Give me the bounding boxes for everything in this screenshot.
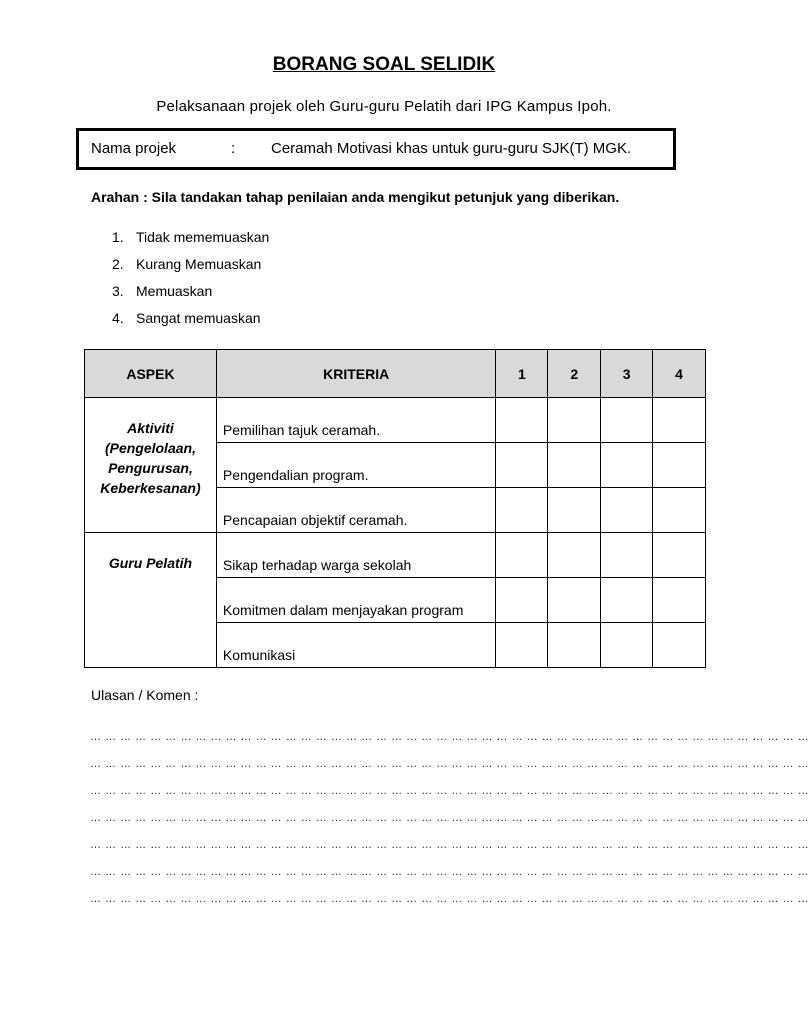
project-name-box xyxy=(76,128,676,170)
rating-cell[interactable] xyxy=(548,623,601,668)
rating-scale-list xyxy=(112,227,269,335)
rating-cell[interactable] xyxy=(548,533,601,578)
scale-item: 1. Tidak mememuaskan xyxy=(112,229,270,245)
rating-cell[interactable] xyxy=(653,443,706,488)
rating-cell[interactable] xyxy=(601,398,653,443)
rating-cell[interactable] xyxy=(496,443,548,488)
header-kriteria: KRITERIA xyxy=(216,350,496,398)
criteria-cell: Sikap terhadap warga sekolah xyxy=(216,533,496,578)
header-rating-1: 1 xyxy=(496,350,548,398)
header-rating-3: 3 xyxy=(601,350,653,398)
rating-cell[interactable] xyxy=(496,533,548,578)
rating-cell[interactable] xyxy=(496,488,548,533)
comment-line[interactable]: … … … … … … … … … … … … … … … … … … … … … … … … … … … … … … … … … … … … … … … … … … … … … … … … xyxy=(90,758,809,770)
form-subtitle: Pelaksanaan projek oleh Guru-guru Pelatih dari IPG Kampus Ipoh. xyxy=(156,98,612,115)
criteria-cell: Pengendalian program. xyxy=(216,443,496,488)
table-header-row xyxy=(85,350,706,398)
header-rating-2: 2 xyxy=(548,350,601,398)
project-name-label: Nama projek xyxy=(91,140,177,157)
project-name-value: Ceramah Motivasi khas untuk guru-guru SJK(T) MGK. xyxy=(271,140,632,157)
criteria-cell: Pemilihan tajuk ceramah. xyxy=(216,398,496,443)
scale-item: 3. Memuaskan xyxy=(112,283,213,299)
criteria-cell: Komitmen dalam menjayakan program xyxy=(216,578,496,623)
rating-cell[interactable] xyxy=(548,443,601,488)
comment-line[interactable]: … … … … … … … … … … … … … … … … … … … … … … … … … … … … … … … … … … … … … … … … … … … … … … … … xyxy=(90,866,809,878)
aspect-guru-pelatih: Guru Pelatih xyxy=(85,533,217,668)
form-title: BORANG SOAL SELIDIK xyxy=(272,54,496,75)
header-rating-4: 4 xyxy=(653,350,706,398)
criteria-cell: Komunikasi xyxy=(216,623,496,668)
rating-cell[interactable] xyxy=(653,398,706,443)
scale-item: 2. Kurang Memuaskan xyxy=(112,256,262,272)
rating-cell[interactable] xyxy=(601,533,653,578)
aspect-aktiviti: Aktiviti (Pengelolaan, Pengurusan, Keberkesanan) xyxy=(85,398,217,533)
rating-cell[interactable] xyxy=(653,623,706,668)
rating-cell[interactable] xyxy=(496,623,548,668)
rating-cell[interactable] xyxy=(601,443,653,488)
instruction-text: Arahan : Sila tandakan tahap penilaian anda mengikut petunjuk yang diberikan. xyxy=(91,189,620,205)
comment-line[interactable]: … … … … … … … … … … … … … … … … … … … … … … … … … … … … … … … … … … … … … … … … … … … … … … … … xyxy=(90,812,809,824)
rating-table xyxy=(84,349,706,668)
table-row xyxy=(85,398,706,443)
comment-line[interactable]: … … … … … … … … … … … … … … … … … … … … … … … … … … … … … … … … … … … … … … … … … … … … … … … … xyxy=(90,839,809,851)
rating-cell[interactable] xyxy=(653,578,706,623)
criteria-cell: Pencapaian objektif ceramah. xyxy=(216,488,496,533)
header-aspek: ASPEK xyxy=(85,350,217,398)
rating-cell[interactable] xyxy=(601,488,653,533)
comment-line[interactable]: … … … … … … … … … … … … … … … … … … … … … … … … … … … … … … … … … … … … … … … … … … … … … … … … xyxy=(90,785,809,797)
rating-cell[interactable] xyxy=(601,623,653,668)
comment-line[interactable]: … … … … … … … … … … … … … … … … … … … … … … … … … … … … … … … … … … … … … … … … … … … … … … … … xyxy=(90,731,809,743)
rating-cell[interactable] xyxy=(653,488,706,533)
rating-cell[interactable] xyxy=(601,578,653,623)
rating-cell[interactable] xyxy=(496,398,548,443)
rating-cell[interactable] xyxy=(548,488,601,533)
rating-cell[interactable] xyxy=(548,398,601,443)
comment-label: Ulasan / Komen : xyxy=(91,687,199,703)
rating-cell[interactable] xyxy=(548,578,601,623)
project-name-colon: : xyxy=(231,140,236,157)
rating-cell[interactable] xyxy=(496,578,548,623)
scale-item: 4. Sangat memuaskan xyxy=(112,310,261,326)
comment-line[interactable]: … … … … … … … … … … … … … … … … … … … … … … … … … … … … … … … … … … … … … … … … … … … … … … … … xyxy=(90,893,809,905)
table-row xyxy=(85,533,706,578)
rating-cell[interactable] xyxy=(653,533,706,578)
